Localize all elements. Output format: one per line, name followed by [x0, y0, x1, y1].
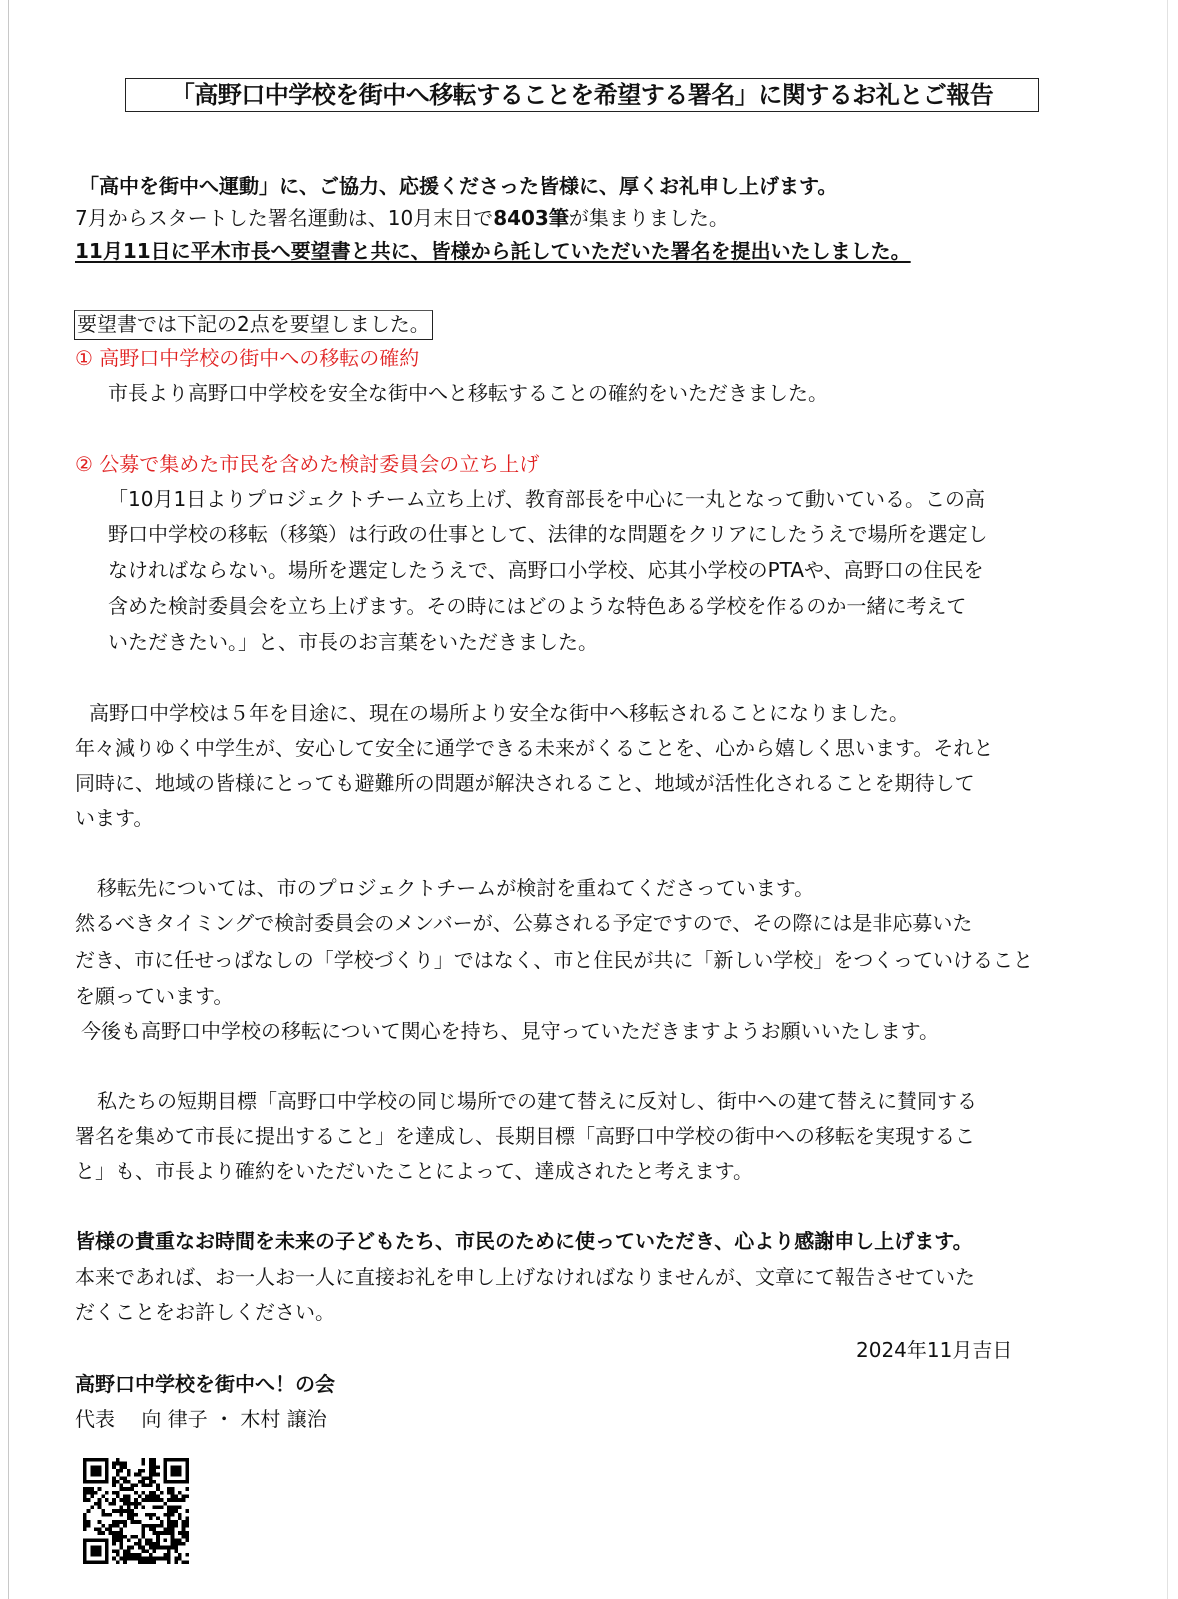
request-item-2-line: いただきたい。」と、市長のお言葉をいただきました。 — [108, 630, 598, 654]
representatives: 代表 向 律子 ・ 木村 譲治 — [75, 1407, 327, 1431]
organization-name: 高野口中学校を街中へ！の会 — [75, 1372, 335, 1396]
paragraph-line: 年々減りゆく中学生が、安心して安全に通学できる未来がくることを、心から嬉しく思います。それと — [75, 736, 994, 760]
qr-code-icon[interactable] — [83, 1458, 189, 1564]
page-border-right — [1167, 0, 1168, 1599]
paragraph-line: 今後も高野口中学校の移転について関心を持ち、見守っていただきますようお願いいたします。 — [81, 1019, 939, 1043]
paragraph-line: います。 — [75, 806, 154, 830]
paragraph-line: 私たちの短期目標「高野口中学校の同じ場所での建て替えに反対し、街中への建て替えに賛同する — [97, 1089, 977, 1113]
page-border-left — [8, 0, 9, 1599]
request-heading: 要望書では下記の2点を要望しました。 — [74, 310, 433, 340]
intro-thanks: 「高中を街中へ運動」に、ご協力、応援くださった皆様に、厚くお礼申し上げます。 — [79, 174, 838, 198]
document-title: 「高野口中学校を街中へ移転することを希望する署名」に関するお礼とご報告 — [125, 78, 1039, 112]
paragraph-line: 移転先については、市のプロジェクトチームが検討を重ねてくださっています。 — [97, 876, 815, 900]
document-date: 2024年11月吉日 — [856, 1338, 1013, 1362]
request-item-1-title: ① 高野口中学校の街中への移転の確約 — [75, 346, 420, 370]
intro-count-line — [75, 204, 729, 232]
closing-line: 本来であれば、お一人お一人に直接お礼を申し上げなければなりませんが、文章にて報告させていた — [75, 1265, 975, 1289]
closing-thanks: 皆様の貴重なお時間を未来の子どもたち、市民のために使っていただき、心より感謝申し上げます。 — [75, 1229, 973, 1253]
request-item-2-line: 「10月1日よりプロジェクトチーム立ち上げ、教育部長を中心に一丸となって動いている。この高 — [108, 487, 985, 511]
paragraph-line: 然るべきタイミングで検討委員会のメンバーが、公募される予定ですので、その際には是非応募いた — [75, 911, 973, 935]
closing-line: だくことをお許しください。 — [75, 1300, 335, 1324]
request-item-2-line: 野口中学校の移転（移築）は行政の仕事として、法律的な問題をクリアにしたうえで場所を選定し — [108, 522, 988, 546]
paragraph-line: 署名を集めて市長に提出すること」を達成し、長期目標「高野口中学校の街中への移転を実現するこ — [75, 1124, 975, 1148]
request-item-2-title: ② 公募で集めた市民を含めた検討委員会の立ち上げ — [75, 452, 540, 476]
paragraph-line: 高野口中学校は５年を目途に、現在の場所より安全な街中へ移転されることになりました。 — [89, 701, 909, 725]
submission-notice: 11月11日に平木市長へ要望書と共に、皆様から託していただいた署名を提出いたしました。 — [75, 239, 911, 263]
signature-count: 8403筆 — [493, 206, 569, 230]
paragraph-line: を願っています。 — [75, 984, 234, 1008]
request-item-1-body: 市長より高野口中学校を安全な街中へと移転することの確約をいただきました。 — [108, 381, 828, 405]
paragraph-line: だき、市に任せっぱなしの「学校づくり」ではなく、市と住民が共に「新しい学校」をつくっていけること — [75, 948, 1033, 972]
request-item-2-line: なければならない。場所を選定したうえで、高野口小学校、応其小学校のPTAや、高野口の住民を — [108, 558, 984, 582]
paragraph-line: 同時に、地域の皆様にとっても避難所の問題が解決されること、地域が活性化されることを期待して — [75, 771, 975, 795]
paragraph-line: と」も、市長より確約をいただいたことによって、達成されたと考えます。 — [75, 1159, 753, 1183]
intro-count-pre: 7月からスタートした署名運動は、10月末日で — [75, 206, 494, 230]
request-item-2-line: 含めた検討委員会を立ち上げます。その時にはどのような特色ある学校を作るのか一緒に考えて — [108, 594, 967, 618]
intro-count-post: が集まりました。 — [568, 206, 729, 230]
